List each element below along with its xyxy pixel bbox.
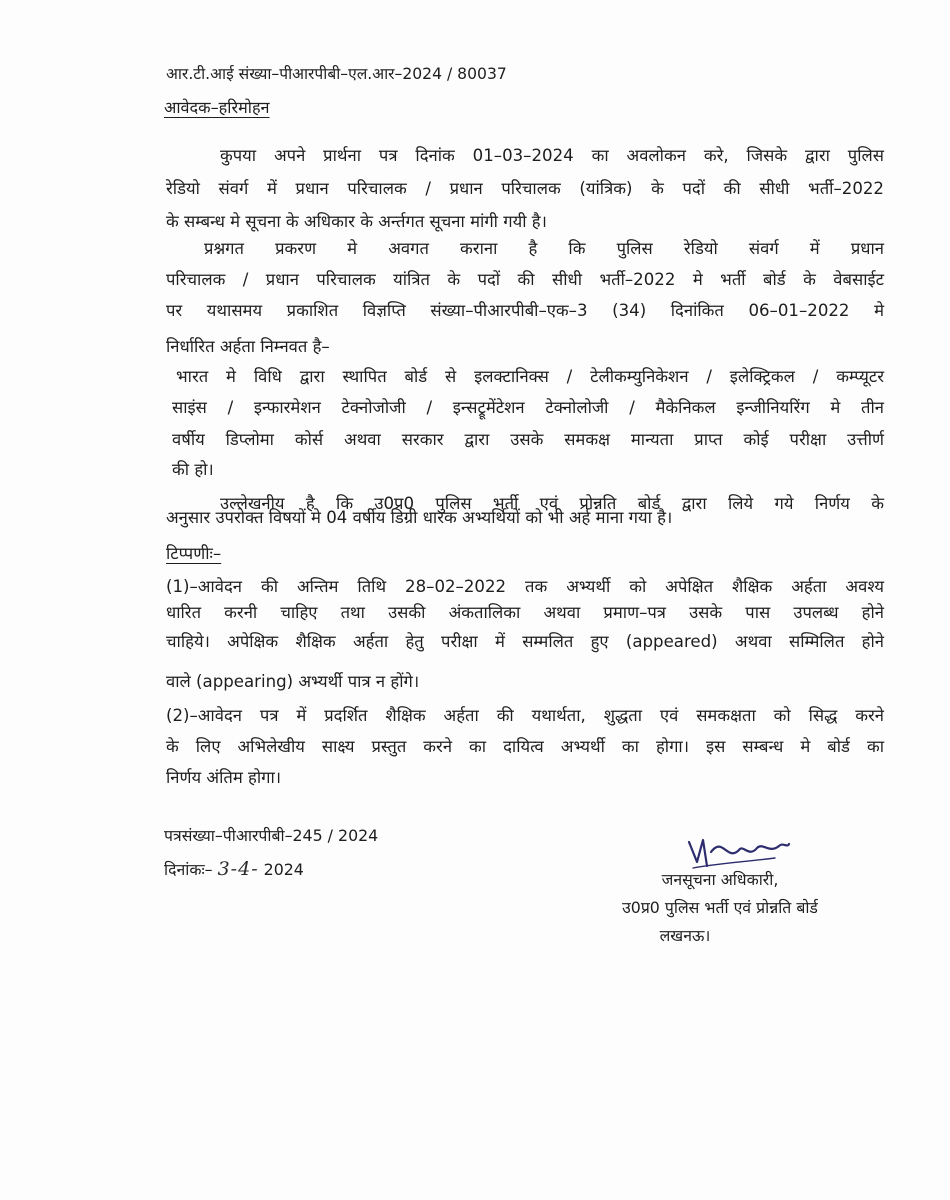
signature-block: [570, 868, 870, 948]
para2-line-1: प्रश्नगत प्रकरण मे अवगत कराना है कि पुलिस रेडियो संवर्ग में प्रधान: [204, 239, 884, 258]
para3-line-2: साइंस / इन्फारमेशन टेक्नोजोजी / इन्सट्रूमेंटेशन टेक्नोलोजी / मैकेनिकल इन्जीनियरिंग मे तीन: [172, 398, 884, 417]
para3-line-4: की हो।: [172, 460, 214, 479]
note1-line-3: चाहिये। अपेक्षिक शैक्षिक अर्हता हेतु परीक्षा में सम्मलित हुए (appeared) अथवा सम्मिलित होने: [166, 632, 884, 651]
para2-line-3: पर यथासमय प्रकाशित विज्ञप्ति संख्या–पीआरपीबी–एक–3 (34) दिनांकित 06–01–2022 मे: [166, 301, 884, 320]
para3-line-1: भारत मे विधि द्वारा स्थापित बोर्ड से इलक्टानिक्स / टेलीकम्युनिकेशन / इलेक्ट्रिकल / कम्प्यूटर: [176, 367, 884, 386]
para1-line-3: के सम्बन्ध मे सूचना के अधिकार के अर्न्तगत सूचना मांगी गयी है।: [166, 212, 547, 231]
date-line: [164, 859, 304, 880]
date-label: दिनांकः–: [164, 860, 213, 879]
letter-number: पत्रसंख्या–पीआरपीबी–245 / 2024: [164, 826, 379, 845]
note2-line-1: (2)–आवेदन पत्र में प्रदर्शित शैक्षिक अर्हता की यथार्थता, शुद्धता एवं समकक्षता को सिद्ध करने: [166, 706, 884, 725]
para1-line-2: रेडियो संवर्ग में प्रधान परिचालक / प्रधान परिचालक (यांत्रिक) के पदों की सीधी भर्ती–2022: [166, 179, 884, 198]
rti-number: आर.टी.आई संख्या–पीआरपीबी–एल.आर–2024 / 80037: [166, 65, 507, 83]
organization-name: उ0प्र0 पुलिस भर्ती एवं प्रोन्नति बोर्ड: [622, 898, 818, 917]
note1-line-2: धारित करनी चाहिए तथा उसकी अंकतालिका अथवा प्रमाण–पत्र उसके पास उपलब्ध होने: [166, 603, 884, 622]
para2-line-4: निर्धारित अर्हता निम्नवत है–: [166, 337, 330, 356]
date-handwritten: 3-4-: [217, 858, 259, 880]
para4-line-2: अनुसार उपरोक्त विषयों मे 04 वर्षीय डिग्री धारक अभ्यर्थियों को भी अर्ह माना गया है।: [166, 508, 673, 527]
para3-line-3: वर्षीय डिप्लोमा कोर्स अथवा सरकार द्वारा उसके समकक्ष मान्यता प्राप्त कोई परीक्षा उत्तीर्ण: [172, 430, 884, 449]
date-year: 2024: [263, 860, 304, 879]
note1-line-4: वाले (appearing) अभ्यर्थी पात्र न होंगे।: [166, 672, 420, 691]
note2-line-2: के लिए अभिलेखीय साक्ष्य प्रस्तुत करने का दायित्व अभ्यर्थी का होगा। इस सम्बन्ध मे बोर्ड का: [166, 737, 884, 756]
city-name: लखनऊ।: [659, 926, 711, 945]
para2-line-2: परिचालक / प्रधान परिचालक यांत्रित के पदों की सीधी भर्ती–2022 मे भर्ती बोर्ड के वेबसाईट: [166, 270, 884, 289]
note-heading: टिप्पणीः–: [166, 544, 222, 563]
note2-line-3: निर्णय अंतिम होगा।: [166, 768, 282, 787]
officer-title: जनसूचना अधिकारी,: [661, 870, 779, 889]
para4-line-1: उल्लेखनीय है कि उ0प्र0 पुलिस भर्ती एवं प्रोन्नति बोर्ड द्वारा लिये गये निर्णय के: [220, 494, 884, 513]
note1-line-1: (1)–आवेदन की अन्तिम तिथि 28–02–2022 तक अभ्यर्थी को अपेक्षित शैक्षिक अर्हता अवश्य: [166, 577, 884, 596]
applicant-name: आवेदक–हरिमोहन: [164, 98, 270, 117]
para1-line-1: कुपया अपने प्रार्थना पत्र दिनांक 01–03–2024 का अवलोकन करे, जिसके द्वारा पुलिस: [220, 146, 884, 165]
